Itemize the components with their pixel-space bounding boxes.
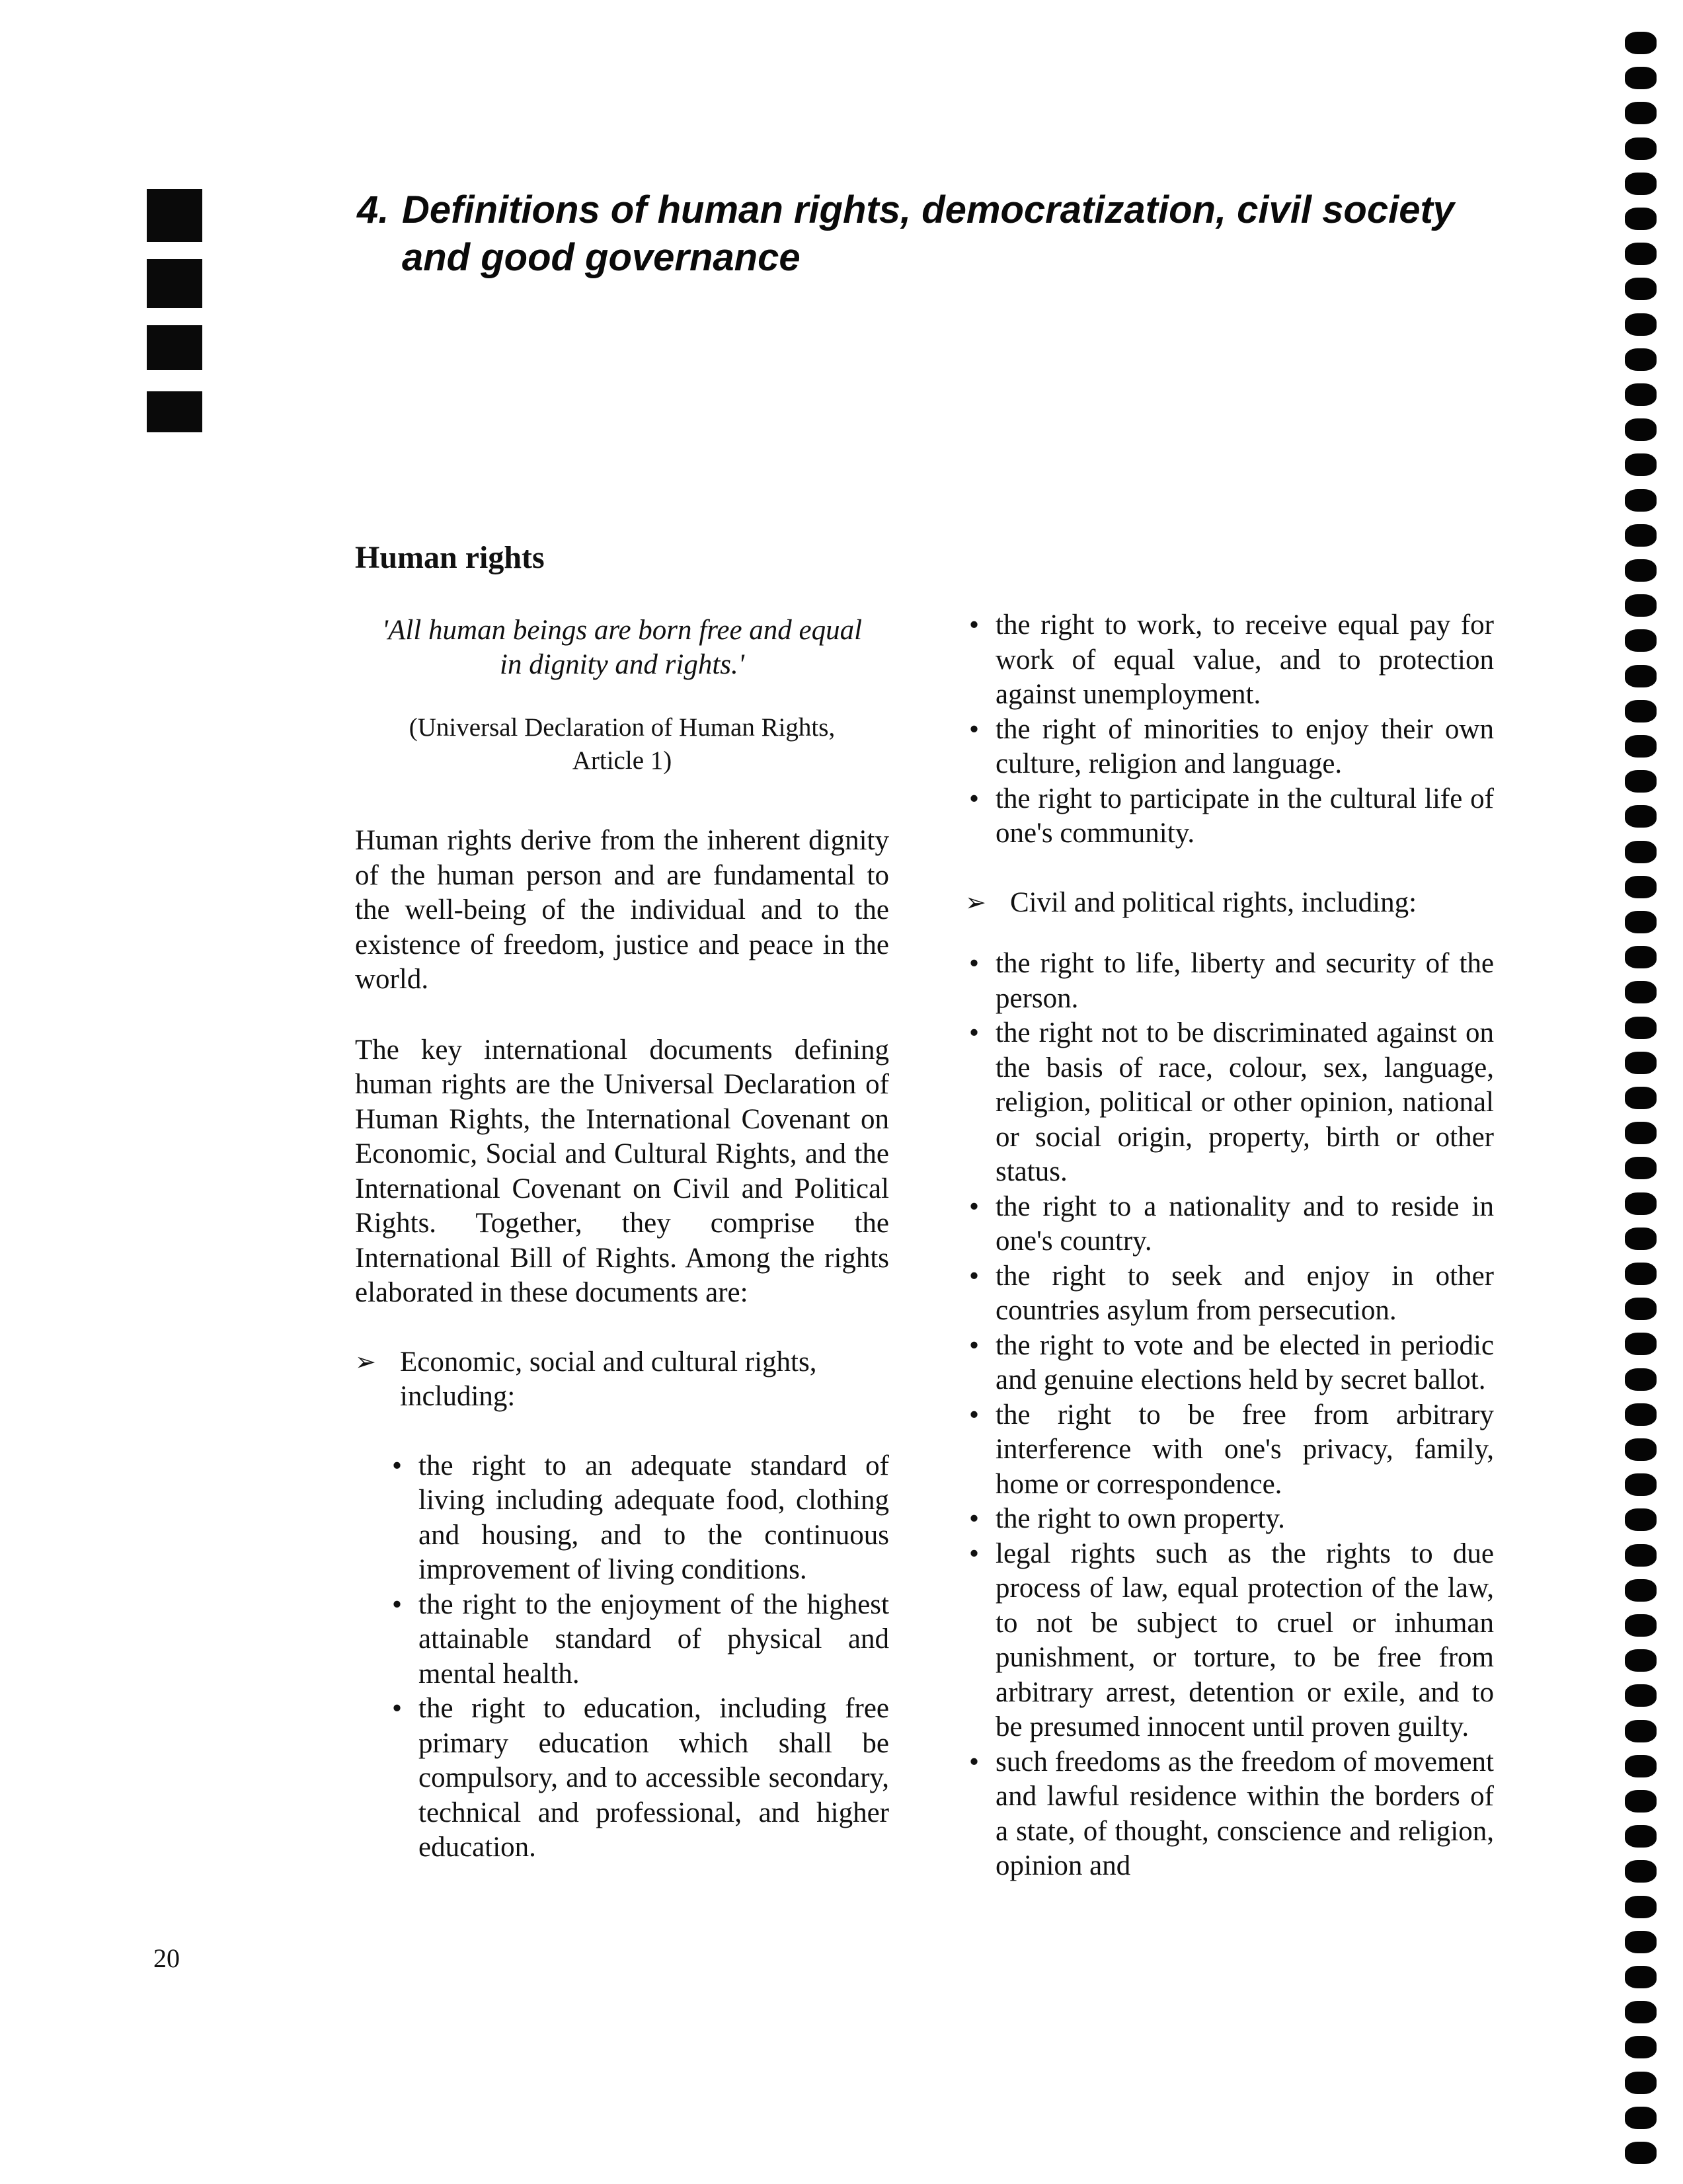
binding-hole xyxy=(1625,1790,1657,1813)
list-item xyxy=(965,608,1494,713)
binding-hole xyxy=(1625,1368,1657,1391)
bullet-icon: • xyxy=(969,1190,980,1222)
list-item xyxy=(965,1745,1494,1884)
chapter-title xyxy=(357,186,1520,282)
bullet-icon: • xyxy=(969,1329,980,1361)
list-item xyxy=(965,782,1494,851)
economic-rights-list xyxy=(388,1449,889,1865)
economic-rights-heading xyxy=(355,1345,889,1415)
binding-hole xyxy=(1625,594,1657,617)
binding-hole xyxy=(1625,805,1657,828)
bullet-icon: • xyxy=(969,1399,980,1430)
binding-hole xyxy=(1625,700,1657,722)
binding-hole xyxy=(1625,243,1657,265)
list-item-text: the right to education, including free primary education which shall be compulsory, and to accessible secondary, technical and professional, and higher education. xyxy=(418,1693,889,1863)
binding-hole xyxy=(1625,1649,1657,1672)
binding-hole xyxy=(1625,1157,1657,1179)
bullet-icon: • xyxy=(392,1588,403,1620)
binding-hole xyxy=(1625,876,1657,898)
binding-hole xyxy=(1625,1087,1657,1109)
binding-hole xyxy=(1625,173,1657,195)
binding-hole xyxy=(1625,1122,1657,1144)
binding-hole xyxy=(1625,67,1657,89)
bullet-icon: • xyxy=(969,1503,980,1534)
binding-hole xyxy=(1625,137,1657,160)
edge-marks xyxy=(147,0,206,463)
list-item xyxy=(388,1692,889,1865)
list-item xyxy=(965,713,1494,782)
binding-hole xyxy=(1625,208,1657,230)
binding-hole xyxy=(1625,418,1657,441)
binding-hole xyxy=(1625,1825,1657,1848)
edge-mark xyxy=(147,259,202,308)
chapter-title-line1: Definitions of human rights, democratization, civil society xyxy=(402,188,1455,231)
binding-hole xyxy=(1625,1896,1657,1918)
binding-hole xyxy=(1625,841,1657,863)
bullet-icon: • xyxy=(392,1450,403,1481)
left-column xyxy=(355,608,889,1865)
list-item xyxy=(965,1537,1494,1745)
bullet-icon: • xyxy=(969,783,980,814)
list-item xyxy=(965,1190,1494,1259)
documents-paragraph: The key international documents defining human rights are the Universal Declaration of Human Rights, the International Covenant on Economic, Social and Cultural Rights, and the International Covenant on Civil and Political Rights. Together, they comprise the International Bill of Rights. Among the rights elaborated in these documents are: xyxy=(355,1034,889,1308)
binding-hole xyxy=(1625,1017,1657,1039)
bullet-icon: • xyxy=(969,609,980,641)
list-item-text: the right to work, to receive equal pay for work of equal value, and to protection against unemployment. xyxy=(996,609,1494,710)
binding-hole xyxy=(1625,1403,1657,1426)
section-heading: Human rights xyxy=(355,540,545,575)
list-item-text: such freedoms as the freedom of movement and lawful residence within the borders of a state, of thought, conscience and religion, opinion and xyxy=(996,1746,1494,1881)
intro-paragraph: Human rights derive from the inherent dignity of the human person and are fundamental to the well-being of the individual and to the existence of freedom, justice and peace in the world. xyxy=(355,825,889,995)
list-item-text: the right to life, liberty and security of the person. xyxy=(996,948,1494,1014)
binding-hole xyxy=(1625,2142,1657,2164)
binding-hole xyxy=(1625,559,1657,582)
bullet-icon: • xyxy=(969,1746,980,1777)
binding-hole xyxy=(1625,524,1657,547)
binding-hole xyxy=(1625,1473,1657,1496)
list-item xyxy=(965,1259,1494,1329)
list-item xyxy=(965,1398,1494,1502)
binding-hole xyxy=(1625,981,1657,1003)
list-item xyxy=(965,1502,1494,1537)
binding-hole xyxy=(1625,1931,1657,1953)
binding-hole xyxy=(1625,278,1657,300)
bullet-icon: • xyxy=(969,1260,980,1292)
binding-hole xyxy=(1625,383,1657,406)
binding-hole xyxy=(1625,1052,1657,1074)
bullet-icon: • xyxy=(969,713,980,745)
binding-hole xyxy=(1625,665,1657,687)
binding-hole xyxy=(1625,32,1657,54)
bullet-icon: • xyxy=(969,1538,980,1569)
binding-hole xyxy=(1625,911,1657,933)
binding-hole xyxy=(1625,946,1657,968)
economic-rights-list-continued xyxy=(965,608,1494,851)
binding-hole xyxy=(1625,2107,1657,2129)
list-item-text: the right of minorities to enjoy their own culture, religion and language. xyxy=(996,713,1494,779)
binding-hole xyxy=(1625,2001,1657,2023)
list-item-text: legal rights such as the rights to due process of law, equal protection of the law, to not be subject to cruel or inhuman punishment, or torture, to be free from arbitrary arrest, detention or exile, and to be presumed innocent until proven guilty. xyxy=(996,1538,1494,1742)
binding-hole xyxy=(1625,2036,1657,2058)
binding-holes xyxy=(1625,0,1664,2184)
binding-hole xyxy=(1625,1860,1657,1883)
binding-hole xyxy=(1625,1684,1657,1707)
edge-mark xyxy=(147,391,202,432)
epigraph-quote: 'All human beings are born free and equal in dignity and rights.' xyxy=(381,615,863,680)
edge-mark xyxy=(147,325,202,370)
economic-rights-heading-text: Economic, social and cultural rights, including: xyxy=(400,1346,817,1412)
civil-rights-list xyxy=(965,947,1494,1884)
list-item-text: the right to a nationality and to reside in one's country. xyxy=(996,1190,1494,1257)
binding-hole xyxy=(1625,1192,1657,1215)
binding-hole xyxy=(1625,629,1657,652)
list-item-text: the right to participate in the cultural life of one's community. xyxy=(996,783,1494,849)
binding-hole xyxy=(1625,1438,1657,1461)
binding-hole xyxy=(1625,735,1657,758)
bullet-icon: • xyxy=(969,1017,980,1048)
bullet-icon: • xyxy=(392,1693,403,1724)
list-item-text: the right to the enjoyment of the highest attainable standard of physical and mental health. xyxy=(418,1588,889,1690)
civil-rights-heading xyxy=(965,886,1494,921)
page-number: 20 xyxy=(153,1943,180,1973)
list-item xyxy=(965,947,1494,1016)
binding-hole xyxy=(1625,770,1657,793)
list-item xyxy=(388,1588,889,1692)
list-item xyxy=(388,1449,889,1588)
epigraph-citation: (Universal Declaration of Human Rights, Article 1) xyxy=(409,713,836,775)
binding-hole xyxy=(1625,2072,1657,2094)
arrow-icon: ➢ xyxy=(355,1348,376,1376)
list-item xyxy=(965,1329,1494,1398)
binding-hole xyxy=(1625,1228,1657,1250)
arrow-icon: ➢ xyxy=(965,888,986,917)
chapter-title-line2: and good governance xyxy=(402,236,801,279)
list-item-text: the right to vote and be elected in periodic and genuine elections held by secret ballot. xyxy=(996,1329,1494,1395)
binding-hole xyxy=(1625,1579,1657,1602)
binding-hole xyxy=(1625,348,1657,371)
list-item-text: the right to own property. xyxy=(996,1503,1285,1534)
list-item-text: the right to seek and enjoy in other countries asylum from persecution. xyxy=(996,1260,1494,1326)
binding-hole xyxy=(1625,1720,1657,1742)
binding-hole xyxy=(1625,102,1657,124)
list-item-text: the right to be free from arbitrary interference with one's privacy, family, home or correspondence. xyxy=(996,1399,1494,1500)
binding-hole xyxy=(1625,1298,1657,1320)
edge-mark xyxy=(147,189,202,242)
list-item-text: the right to an adequate standard of living including adequate food, clothing and housing, and to the continuous improvement of living conditions. xyxy=(418,1450,889,1585)
binding-hole xyxy=(1625,313,1657,336)
binding-hole xyxy=(1625,453,1657,476)
binding-hole xyxy=(1625,1333,1657,1355)
binding-hole xyxy=(1625,1755,1657,1777)
right-column xyxy=(965,608,1494,1884)
binding-hole xyxy=(1625,489,1657,512)
binding-hole xyxy=(1625,1614,1657,1637)
chapter-number: 4. xyxy=(357,188,389,231)
bullet-icon: • xyxy=(969,948,980,979)
binding-hole xyxy=(1625,1263,1657,1285)
list-item-text: the right not to be discriminated against on the basis of race, colour, sex, language, religion, political or other opinion, national or social origin, property, birth or other status. xyxy=(996,1017,1494,1187)
civil-rights-heading-text: Civil and political rights, including: xyxy=(1010,886,1417,918)
binding-hole xyxy=(1625,1966,1657,1988)
binding-hole xyxy=(1625,1508,1657,1531)
binding-hole xyxy=(1625,1544,1657,1567)
list-item xyxy=(965,1016,1494,1190)
